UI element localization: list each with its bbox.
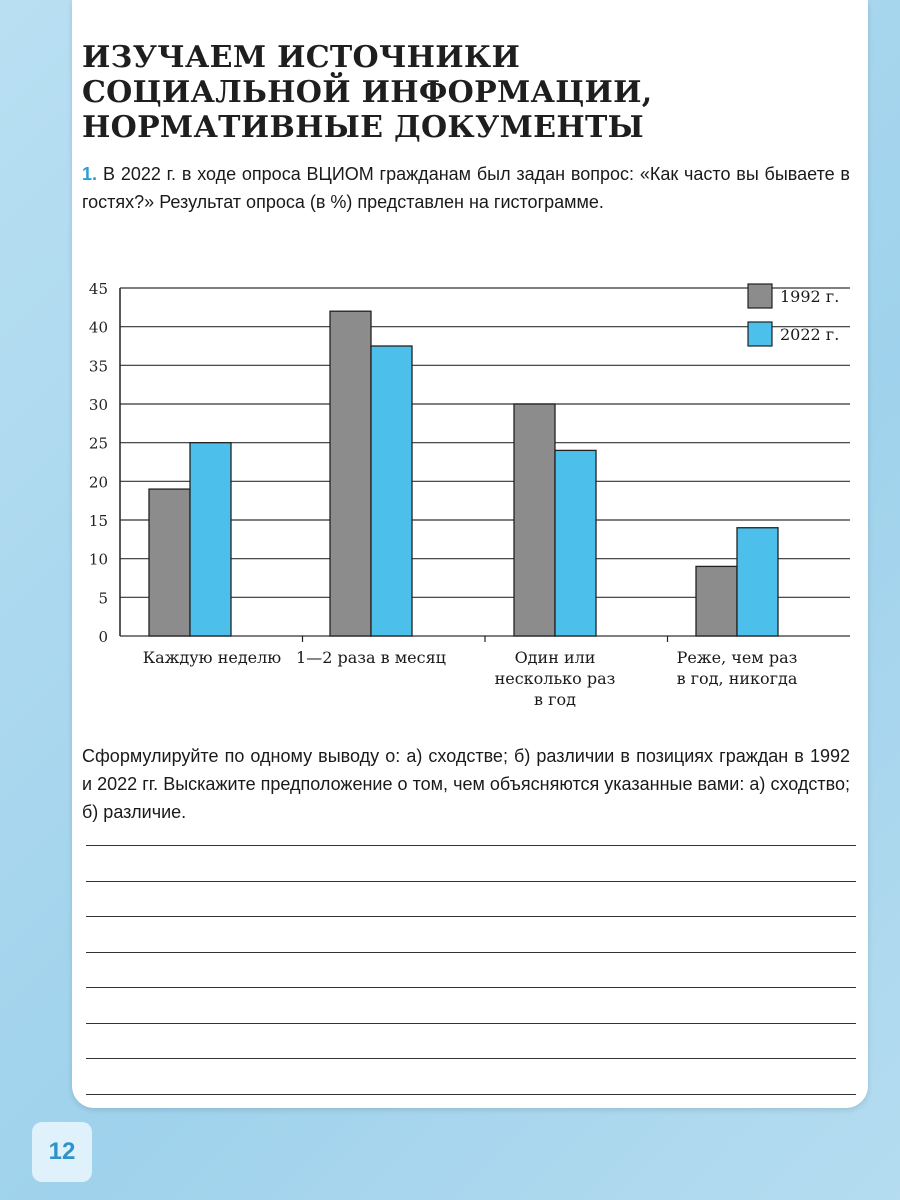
answer-line[interactable] (86, 1023, 856, 1024)
page-title (82, 40, 842, 145)
bar-1992 (514, 404, 555, 636)
y-tick-label: 5 (98, 589, 108, 608)
answer-line[interactable] (86, 881, 856, 882)
page-number: 12 (48, 1138, 76, 1165)
task-paragraph (82, 160, 850, 216)
title-line-2: СОЦИАЛЬНОЙ ИНФОРМАЦИИ, (82, 75, 653, 110)
title-line-1: ИЗУЧАЕМ ИСТОЧНИКИ (82, 40, 521, 75)
y-tick-label: 25 (88, 434, 108, 453)
answer-line[interactable] (86, 1058, 856, 1059)
bar-2022 (190, 443, 231, 636)
bar-2022 (371, 346, 412, 636)
task-text: В 2022 г. в ходе опроса ВЦИОМ гражданам был задан вопрос: «Как часто вы бываете в гостях?» Результат опроса (в %) представлен на гистограмме. (82, 164, 850, 212)
y-tick-label: 0 (98, 628, 108, 646)
x-category-label: Каждую неделю (142, 648, 282, 667)
legend-label: 2022 г. (780, 325, 840, 344)
x-category-label: в год (534, 690, 576, 709)
y-tick-label: 10 (88, 550, 108, 569)
answer-lines (86, 845, 856, 1129)
answer-line[interactable] (86, 1094, 856, 1095)
bar-1992 (330, 311, 371, 636)
bar-1992 (149, 489, 190, 636)
task-number: 1. (82, 164, 98, 184)
y-tick-label: 20 (88, 473, 108, 492)
y-tick-label: 45 (88, 280, 108, 298)
legend-swatch (748, 322, 772, 346)
answer-line[interactable] (86, 987, 856, 988)
title-line-3: НОРМАТИВНЫЕ ДОКУМЕНТЫ (82, 110, 644, 145)
bar-2022 (555, 450, 596, 636)
y-tick-label: 40 (88, 318, 108, 337)
answer-line[interactable] (86, 916, 856, 917)
answer-line[interactable] (86, 952, 856, 953)
x-category-label: Реже, чем раз (676, 648, 798, 667)
prompt-paragraph: Сформулируйте по одному выводу о: а) сходстве; б) различии в позициях граждан в 1992 и 2022 гг. Выскажите предположение о том, чем объясняются указанные вами: а) сходство; б) различие. (82, 746, 850, 822)
y-tick-label: 35 (88, 357, 108, 376)
x-category-label: Один или (514, 648, 596, 667)
legend-label: 1992 г. (780, 287, 840, 306)
histogram-chart (70, 270, 870, 720)
answer-line[interactable] (86, 845, 856, 846)
page-number-badge (32, 1122, 92, 1182)
x-category-label: в год, никогда (676, 669, 798, 688)
bar-2022 (737, 528, 778, 636)
legend-swatch (748, 284, 772, 308)
x-category-label: несколько раз (494, 669, 616, 688)
x-category-label: 1—2 раза в месяц (296, 648, 446, 667)
y-tick-label: 30 (88, 396, 108, 414)
y-tick-label: 15 (88, 512, 108, 530)
bar-1992 (696, 566, 737, 636)
